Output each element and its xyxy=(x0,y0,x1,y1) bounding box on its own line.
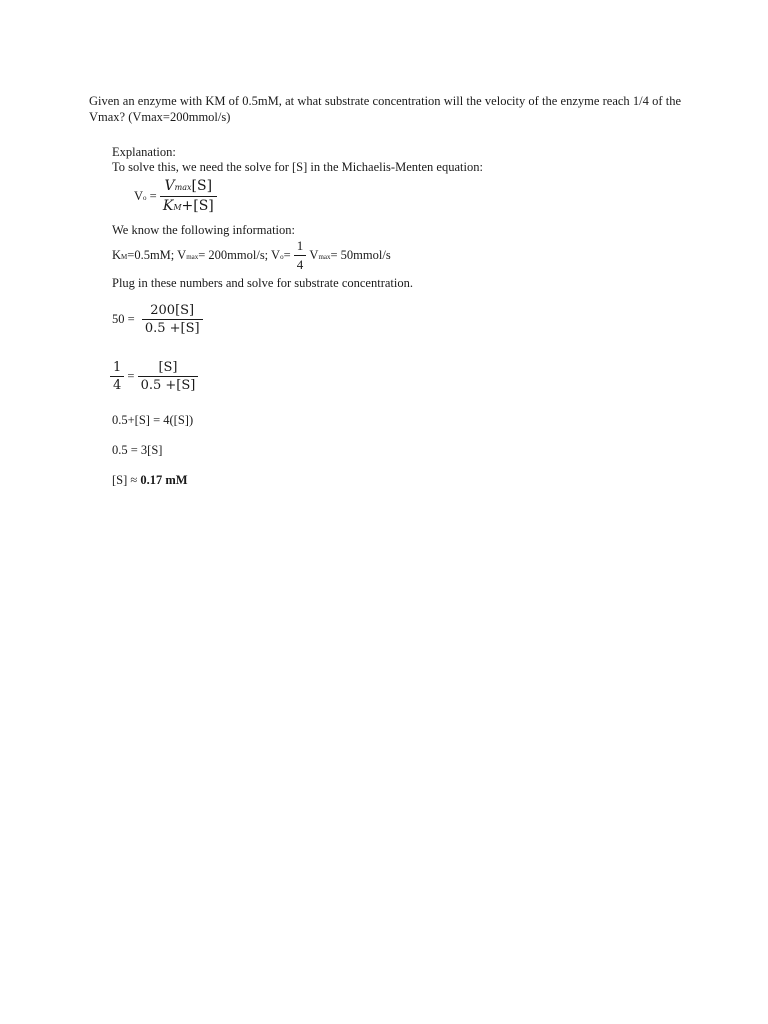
answer-value: 0.17 mM xyxy=(140,473,188,487)
intro-text: To solve this, we need the solve for [S] in the Michaelis-Menten equation: xyxy=(112,160,483,174)
step-1: 0.5+[S] = 4([S]) xyxy=(112,413,194,427)
question-text: Given an enzyme with KM of 0.5mM, at what substrate concentration will the velocity of the enzyme reach 1/4 of the Vmax? (Vmax=200mmol/s) xyxy=(89,94,681,124)
quarter-fraction: $\frac{1}{4}$ xyxy=(294,238,307,273)
explanation-heading: Explanation: xyxy=(112,145,176,159)
equation-2-lhs-fraction: $\frac{1}{4}$ xyxy=(110,360,124,393)
mm-fraction: $\frac{Vmax[S]}{KM+[S]}$ xyxy=(160,178,217,215)
vo-symbol: V xyxy=(134,189,144,203)
known-values: KM=0.5mM; Vmax= 200mmol/s; Vo= $\frac{1}{4}$ Vmax= 50mmol/s xyxy=(112,238,391,272)
equation-1: 50 = $\frac{200[S]}{0.5 +[S]}$ xyxy=(112,303,203,336)
equation-2-rhs-fraction: $\frac{[S]}{0.5 +[S]}$ xyxy=(138,360,199,393)
equation-2: $\frac{1}{4}$ = $\frac{[S]}{0.5 +[S]}$ xyxy=(110,360,198,393)
michaelis-menten-equation: Vo = $\frac{Vmax[S]}{KM+[S]}$ xyxy=(134,178,217,215)
step-2: 0.5 = 3[S] xyxy=(112,443,163,457)
known-label: We know the following information: xyxy=(112,223,295,237)
equation-1-fraction: $\frac{200[S]}{0.5 +[S]}$ xyxy=(142,303,203,336)
final-answer: [S] ≈ 0.17 mM xyxy=(112,473,188,487)
plug-in-text: Plug in these numbers and solve for substrate concentration. xyxy=(112,276,413,290)
